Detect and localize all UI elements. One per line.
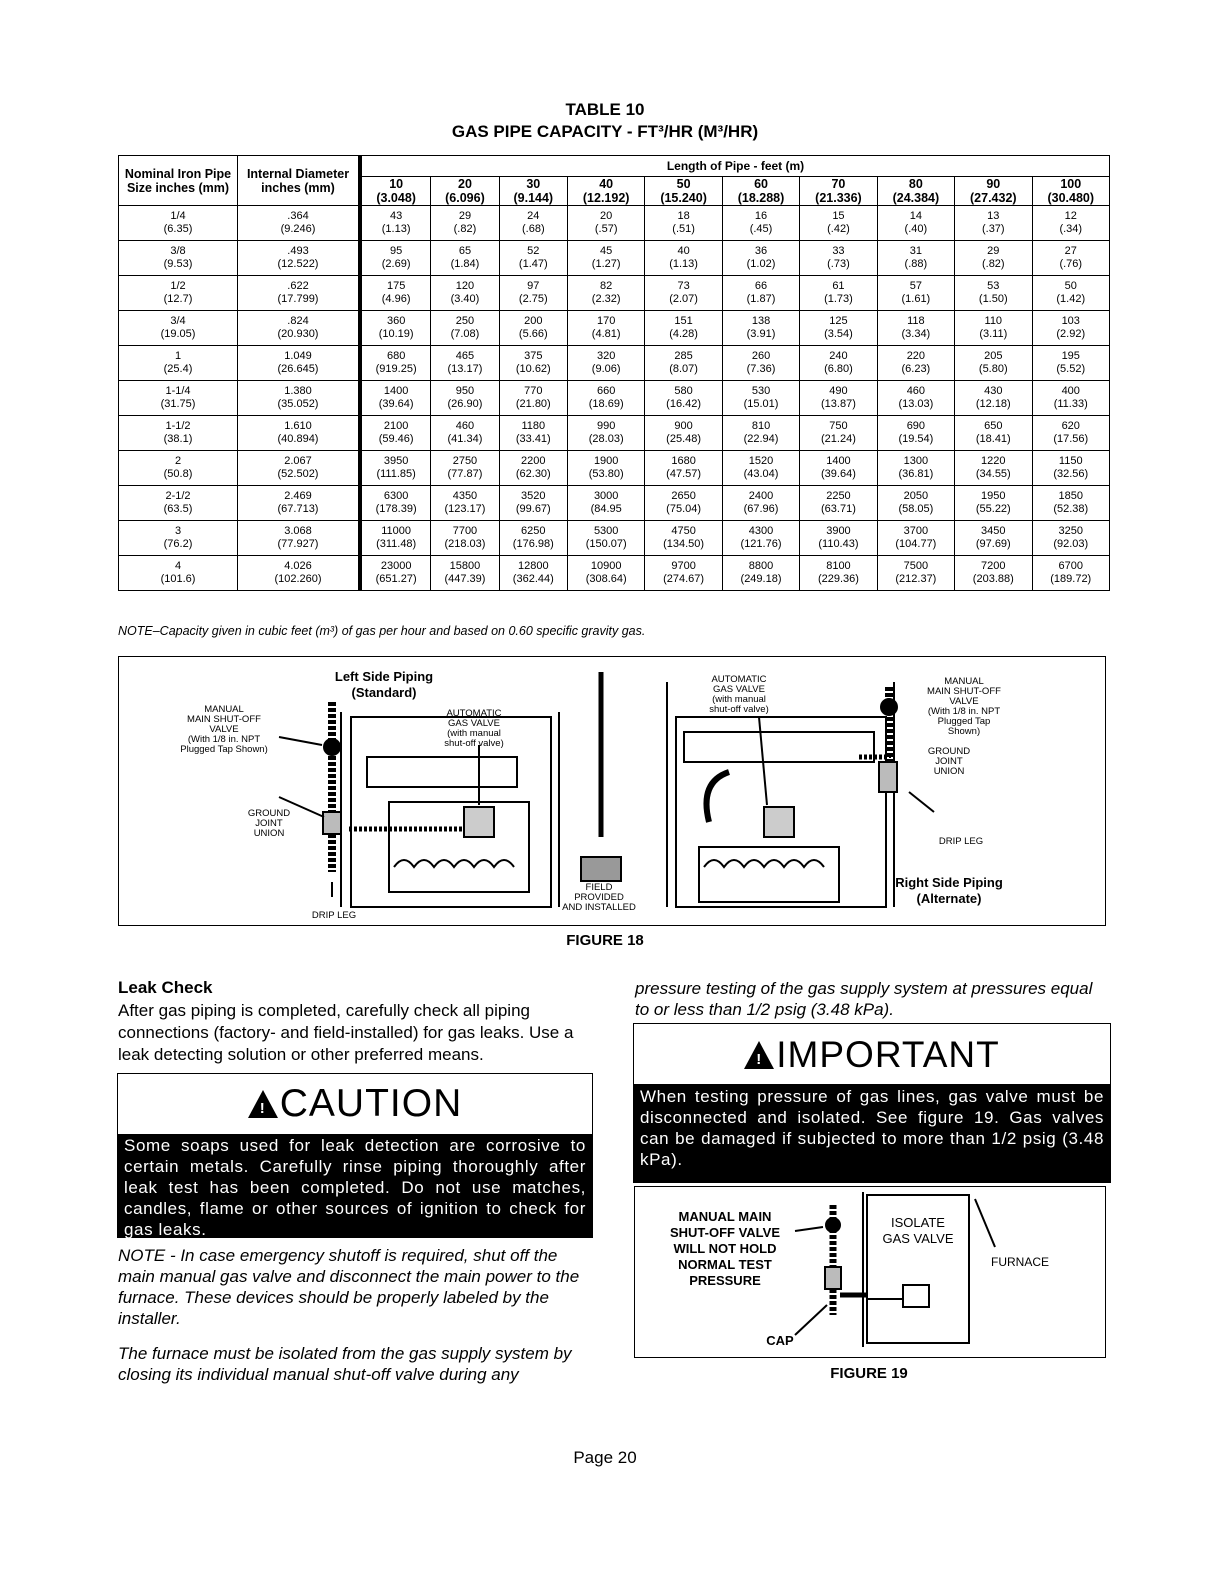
table-cell: 200 (5.66) [499,311,567,346]
table-cell: 1.049 (26.645) [238,346,361,381]
table-cell: 250 (7.08) [431,311,499,346]
table-cell: 4 (101.6) [119,556,238,591]
table-cell: 430 (12.18) [955,381,1032,416]
leak-check-body: After gas piping is completed, carefully check all piping connections (factory- and field-installed) for gas leaks. Use a leak detecting solution or other preferred means. [118,1001,574,1064]
table-cell: 650 (18.41) [955,416,1032,451]
table-row [119,241,1110,276]
left-piping-subtitle: (Standard) [351,685,417,700]
table-cell: 43 (1.13) [360,206,431,241]
table-cell: 7700 (218.03) [431,521,499,556]
manual-valve-label: MANUAL MAIN SHUT-OFF VALVE (With 1/8 in. NPT Plugged Tap Shown) [180,704,268,755]
table-cell: 5300 (150.07) [567,521,644,556]
table-cell: 1680 (47.57) [645,451,722,486]
table-title: TABLE 10 [565,100,645,119]
figure-18-diagram [118,656,1106,926]
right-drip-leg-label: DRIP LEG [938,836,984,847]
table-cell: 29 (.82) [955,241,1032,276]
table-cell: 460 (13.03) [877,381,954,416]
table-cell: 97 (2.75) [499,276,567,311]
table-body [119,206,1110,591]
right-ground-joint-label: GROUND JOINT UNION [927,746,971,777]
table-row [119,276,1110,311]
table-cell: 6250 (176.98) [499,521,567,556]
figure-19-diagram [634,1186,1106,1358]
automatic-gas-valve-label: AUTOMATIC GAS VALVE (with manual shut-off valve) [444,708,504,749]
table-cell: 4.026 (102.260) [238,556,361,591]
right-piping-title: Right Side Piping [895,875,1003,890]
table-cell: 1 (25.4) [119,346,238,381]
table-cell: 1/2 (12.7) [119,276,238,311]
table-cell: 82 (2.32) [567,276,644,311]
table-cell: 1-1/4 (31.75) [119,381,238,416]
table-cell: 240 (6.80) [800,346,877,381]
table-cell: 120 (3.40) [431,276,499,311]
table-cell: 620 (17.56) [1032,416,1110,451]
table-cell: 31 (.88) [877,241,954,276]
table-cell: 1950 (55.22) [955,486,1032,521]
drip-leg-label: DRIP LEG [311,910,357,921]
table-row [119,556,1110,591]
table-cell: 53 (1.50) [955,276,1032,311]
length-header: 50 (15.240) [645,177,722,206]
table-cell: 18 (.51) [645,206,722,241]
table-cell: 195 (5.52) [1032,346,1110,381]
table-cell: 1850 (52.38) [1032,486,1110,521]
pressure-testing-text: pressure testing of the gas supply system at pressures equal to or less than 1/2 psig (3.48 kPa). [635,979,1093,1019]
figure-19-caption: FIGURE 19 [830,1365,908,1382]
table-subtitle: GAS PIPE CAPACITY - FT³/HR (M³/HR) [451,122,759,141]
table-cell: 138 (3.91) [722,311,799,346]
table-cell: 260 (7.36) [722,346,799,381]
table-cell: 3900 (110.43) [800,521,877,556]
table-cell: 12 (.34) [1032,206,1110,241]
table-cell: 1.380 (35.052) [238,381,361,416]
table-cell: 9700 (274.67) [645,556,722,591]
cap-label: CAP [766,1333,794,1348]
important-box [633,1023,1111,1183]
isolation-note: The furnace must be isolated from the gas supply system by closing its individual manual shut-off valve during any [118,1344,572,1384]
table-cell: 400 (11.33) [1032,381,1110,416]
table-cell: 103 (2.92) [1032,311,1110,346]
table-cell: 20 (.57) [567,206,644,241]
table-cell: 13 (.37) [955,206,1032,241]
table-row [119,416,1110,451]
table-cell: 14 (.40) [877,206,954,241]
right-piping-subtitle: (Alternate) [916,891,982,906]
table-cell: 3000 (84.95 [567,486,644,521]
table-cell: 3 (76.2) [119,521,238,556]
table-cell: 95 (2.69) [360,241,431,276]
table-cell: 8100 (229.36) [800,556,877,591]
table-cell: 990 (28.03) [567,416,644,451]
table-cell: 4350 (123.17) [431,486,499,521]
table-cell: 1400 (39.64) [360,381,431,416]
right-manual-valve-label: MANUAL MAIN SHUT-OFF VALVE (With 1/8 in. NPT Plugged Tap Shown) [927,676,1001,737]
right-automatic-gas-valve-label: AUTOMATIC GAS VALVE (with manual shut-off valve) [709,674,769,715]
header-internal-diameter: Internal Diameter inches (mm) [238,156,361,206]
table-cell: .364 (9.246) [238,206,361,241]
table-cell: .622 (17.799) [238,276,361,311]
table-cell: 950 (26.90) [431,381,499,416]
table-cell: 29 (.82) [431,206,499,241]
table-cell: 3/8 (9.53) [119,241,238,276]
table-cell: 66 (1.87) [722,276,799,311]
table-cell: 1220 (34.55) [955,451,1032,486]
table-cell: 460 (41.34) [431,416,499,451]
table-cell: 7200 (203.88) [955,556,1032,591]
table-cell: 2050 (58.05) [877,486,954,521]
page-number: Page 20 [573,1448,637,1467]
table-cell: 580 (16.42) [645,381,722,416]
field-provided-label: FIELD PROVIDED AND INSTALLED [562,882,636,913]
table-cell: 110 (3.11) [955,311,1032,346]
table-cell: 1520 (43.04) [722,451,799,486]
table-cell: 2.469 (67.713) [238,486,361,521]
table-cell: 23000 (651.27) [360,556,431,591]
emergency-shutoff-note: NOTE - In case emergency shutoff is required, shut off the main manual gas valve and disconnect the main power to the furnace. These devices should be properly labeled by the installer. [118,1246,580,1328]
table-cell: 6700 (189.72) [1032,556,1110,591]
table-cell: 3/4 (19.05) [119,311,238,346]
table-cell: 3.068 (77.927) [238,521,361,556]
table-cell: 10900 (308.64) [567,556,644,591]
caution-box [117,1073,593,1238]
table-cell: 1.610 (40.894) [238,416,361,451]
table-cell: 1150 (32.56) [1032,451,1110,486]
furnace-label: FURNACE [990,1255,1049,1269]
table-cell: 175 (4.96) [360,276,431,311]
length-header: 80 (24.384) [877,177,954,206]
table-cell: 125 (3.54) [800,311,877,346]
table-cell: 40 (1.13) [645,241,722,276]
table-cell: 320 (9.06) [567,346,644,381]
header-length-of-pipe: Length of Pipe - feet (m) [360,156,1110,177]
table-cell: 16 (.45) [722,206,799,241]
table-cell: .824 (20.930) [238,311,361,346]
table-cell: 1/4 (6.35) [119,206,238,241]
length-header: 60 (18.288) [722,177,799,206]
table-cell: 52 (1.47) [499,241,567,276]
important-heading: !IMPORTANT [634,1034,1110,1076]
leak-check-heading: Leak Check [118,978,213,997]
table-cell: 12800 (362.44) [499,556,567,591]
table-row [119,381,1110,416]
table-cell: 61 (1.73) [800,276,877,311]
table-cell: 2200 (62.30) [499,451,567,486]
table-cell: 1-1/2 (38.1) [119,416,238,451]
table-row [119,451,1110,486]
table-cell: 7500 (212.37) [877,556,954,591]
table-cell: 680 (919.25) [360,346,431,381]
warning-icon [248,1090,278,1118]
table-cell: 810 (22.94) [722,416,799,451]
table-cell: 15 (.42) [800,206,877,241]
caution-heading: !CAUTION [118,1082,592,1126]
table-cell: 1180 (33.41) [499,416,567,451]
table-cell: 205 (5.80) [955,346,1032,381]
length-header: 20 (6.096) [431,177,499,206]
length-header: 100 (30.480) [1032,177,1110,206]
table-cell: 2400 (67.96) [722,486,799,521]
table-cell: 1400 (39.64) [800,451,877,486]
table-row [119,311,1110,346]
caution-body: Some soaps used for leak detection are corrosive to certain metals. Carefully rinse piping thoroughly after leak test has been completed. Do not use matches, candles, flame or other sources of ignition to check for gas leaks. [118,1134,592,1237]
table-cell: 8800 (249.18) [722,556,799,591]
table-cell: 118 (3.34) [877,311,954,346]
table-cell: 660 (18.69) [567,381,644,416]
table-cell: 375 (10.62) [499,346,567,381]
left-piping-title: Left Side Piping [334,669,434,684]
length-header: 30 (9.144) [499,177,567,206]
table-cell: 2100 (59.46) [360,416,431,451]
table-cell: 1300 (36.81) [877,451,954,486]
figure-18-caption: FIGURE 18 [566,932,644,949]
table-cell: 4300 (121.76) [722,521,799,556]
table-note: NOTE–Capacity given in cubic feet (m³) of gas per hour and based on 0.60 specific gravity gas. [118,624,646,638]
table-cell: 750 (21.24) [800,416,877,451]
table-cell: 2250 (63.71) [800,486,877,521]
table-cell: 6300 (178.39) [360,486,431,521]
table-cell: 2 (50.8) [119,451,238,486]
table-cell: 1900 (53.80) [567,451,644,486]
table-cell: 151 (4.28) [645,311,722,346]
length-header: 70 (21.336) [800,177,877,206]
table-row [119,206,1110,241]
table-cell: 690 (19.54) [877,416,954,451]
table-cell: 3450 (97.69) [955,521,1032,556]
table-cell: 27 (.76) [1032,241,1110,276]
ground-joint-union-label: GROUND JOINT UNION [247,808,291,839]
table-cell: 900 (25.48) [645,416,722,451]
table-cell: 220 (6.23) [877,346,954,381]
table-cell: 50 (1.42) [1032,276,1110,311]
header-nominal-size: Nominal Iron Pipe Size inches (mm) [119,156,238,206]
table-cell: 33 (.73) [800,241,877,276]
table-cell: 15800 (447.39) [431,556,499,591]
table-row [119,486,1110,521]
table-cell: 4750 (134.50) [645,521,722,556]
table-cell: 2750 (77.87) [431,451,499,486]
figure19-manual-valve-label: MANUAL MAIN SHUT-OFF VALVE WILL NOT HOLD NORMAL TEST PRESSURE [669,1209,781,1288]
table-cell: 170 (4.81) [567,311,644,346]
table-cell: 465 (13.17) [431,346,499,381]
table-cell: 285 (8.07) [645,346,722,381]
table-cell: 45 (1.27) [567,241,644,276]
length-header: 10 (3.048) [360,177,431,206]
table-cell: 73 (2.07) [645,276,722,311]
table-cell: 2650 (75.04) [645,486,722,521]
table-cell: 770 (21.80) [499,381,567,416]
table-row [119,346,1110,381]
table-cell: 3950 (111.85) [360,451,431,486]
table-cell: 3520 (99.67) [499,486,567,521]
gas-pipe-capacity-table [118,155,1110,591]
table-row [119,521,1110,556]
table-cell: .493 (12.522) [238,241,361,276]
table-cell: 36 (1.02) [722,241,799,276]
table-cell: 24 (.68) [499,206,567,241]
table-cell: 2-1/2 (63.5) [119,486,238,521]
table-cell: 2.067 (52.502) [238,451,361,486]
important-body: When testing pressure of gas lines, gas valve must be disconnected and isolated. See figure 19. Gas valves can be damaged if subjected to more than 1/2 psig (3.48 kPa). [634,1084,1110,1182]
table-cell: 65 (1.84) [431,241,499,276]
table-cell: 360 (10.19) [360,311,431,346]
length-header: 40 (12.192) [567,177,644,206]
table-cell: 11000 (311.48) [360,521,431,556]
isolate-gas-valve-label: ISOLATE GAS VALVE [882,1215,954,1246]
table-cell: 57 (1.61) [877,276,954,311]
table-cell: 490 (13.87) [800,381,877,416]
table-cell: 3700 (104.77) [877,521,954,556]
warning-icon [744,1041,774,1069]
table-cell: 530 (15.01) [722,381,799,416]
length-header: 90 (27.432) [955,177,1032,206]
table-cell: 3250 (92.03) [1032,521,1110,556]
